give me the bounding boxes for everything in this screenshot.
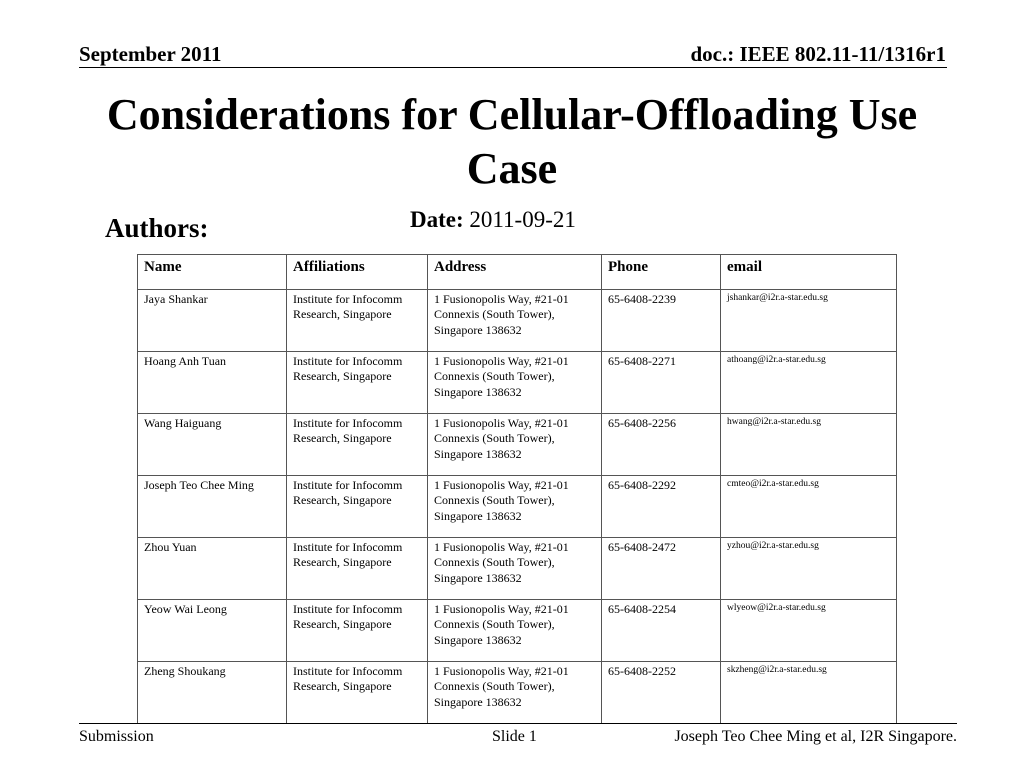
column-header-address: Address <box>428 255 602 290</box>
author-phone: 65-6408-2254 <box>602 600 721 662</box>
table-row <box>138 352 897 414</box>
address-street: 1 Fusionopolis Way, #21-01 Connexis (South Tower), <box>434 602 569 632</box>
author-email: athoang@i2r.a-star.edu.sg <box>721 352 897 414</box>
author-address <box>428 662 602 724</box>
author-phone: 65-6408-2256 <box>602 414 721 476</box>
author-name: Yeow Wai Leong <box>138 600 287 662</box>
authors-label: Authors: <box>105 213 209 243</box>
column-header-phone: Phone <box>602 255 721 290</box>
footer-slide-number: Slide 1 <box>492 728 537 745</box>
address-city: Singapore 138632 <box>434 508 522 523</box>
table-row <box>138 662 897 724</box>
author-affiliation: Institute for Infocomm Research, Singapore <box>287 662 428 724</box>
footer-authors: Joseph Teo Chee Ming et al, I2R Singapore. <box>674 728 957 745</box>
slide-title: Considerations for Cellular-Offloading Use Case <box>106 90 918 193</box>
table-row <box>138 600 897 662</box>
author-address <box>428 600 602 662</box>
footer-rule <box>79 723 957 724</box>
author-phone: 65-6408-2292 <box>602 476 721 538</box>
author-affiliation: Institute for Infocomm Research, Singapore <box>287 476 428 538</box>
date-value: 2011-09-21 <box>463 207 576 232</box>
column-header-email: email <box>721 255 897 290</box>
authors-table <box>137 254 897 724</box>
author-affiliation: Institute for Infocomm Research, Singapore <box>287 414 428 476</box>
author-email: hwang@i2r.a-star.edu.sg <box>721 414 897 476</box>
author-affiliation: Institute for Infocomm Research, Singapore <box>287 352 428 414</box>
author-affiliation: Institute for Infocomm Research, Singapore <box>287 538 428 600</box>
author-name: Zheng Shoukang <box>138 662 287 724</box>
author-name: Joseph Teo Chee Ming <box>138 476 287 538</box>
address-street: 1 Fusionopolis Way, #21-01 Connexis (South Tower), <box>434 292 569 322</box>
table-row <box>138 414 897 476</box>
author-phone: 65-6408-2472 <box>602 538 721 600</box>
author-address <box>428 538 602 600</box>
footer-submission: Submission <box>79 728 154 745</box>
address-city: Singapore 138632 <box>434 384 522 399</box>
author-name: Zhou Yuan <box>138 538 287 600</box>
table-row <box>138 538 897 600</box>
header-date: September 2011 <box>79 42 222 66</box>
address-street: 1 Fusionopolis Way, #21-01 Connexis (South Tower), <box>434 478 569 508</box>
address-street: 1 Fusionopolis Way, #21-01 Connexis (South Tower), <box>434 540 569 570</box>
author-email: yzhou@i2r.a-star.edu.sg <box>721 538 897 600</box>
table-row <box>138 476 897 538</box>
address-city: Singapore 138632 <box>434 322 522 337</box>
address-city: Singapore 138632 <box>434 632 522 647</box>
column-header-affiliations: Affiliations <box>287 255 428 290</box>
author-email: cmteo@i2r.a-star.edu.sg <box>721 476 897 538</box>
author-phone: 65-6408-2271 <box>602 352 721 414</box>
author-name: Hoang Anh Tuan <box>138 352 287 414</box>
date-label: Date: <box>410 207 464 232</box>
author-name: Jaya Shankar <box>138 290 287 352</box>
header-rule <box>79 67 947 68</box>
address-street: 1 Fusionopolis Way, #21-01 Connexis (South Tower), <box>434 354 569 384</box>
author-phone: 65-6408-2239 <box>602 290 721 352</box>
author-name: Wang Haiguang <box>138 414 287 476</box>
author-address <box>428 414 602 476</box>
address-city: Singapore 138632 <box>434 694 522 709</box>
address-street: 1 Fusionopolis Way, #21-01 Connexis (South Tower), <box>434 664 569 694</box>
address-city: Singapore 138632 <box>434 446 522 461</box>
address-city: Singapore 138632 <box>434 570 522 585</box>
author-email: jshankar@i2r.a-star.edu.sg <box>721 290 897 352</box>
author-address <box>428 352 602 414</box>
table-header-row <box>138 255 897 290</box>
author-affiliation: Institute for Infocomm Research, Singapore <box>287 290 428 352</box>
header-doc-id: doc.: IEEE 802.11-11/1316r1 <box>690 42 946 66</box>
address-street: 1 Fusionopolis Way, #21-01 Connexis (South Tower), <box>434 416 569 446</box>
author-email: skzheng@i2r.a-star.edu.sg <box>721 662 897 724</box>
table-row <box>138 290 897 352</box>
author-address <box>428 290 602 352</box>
author-address <box>428 476 602 538</box>
author-email: wlyeow@i2r.a-star.edu.sg <box>721 600 897 662</box>
author-phone: 65-6408-2252 <box>602 662 721 724</box>
author-affiliation: Institute for Infocomm Research, Singapore <box>287 600 428 662</box>
column-header-name: Name <box>138 255 287 290</box>
date-line <box>410 207 576 233</box>
